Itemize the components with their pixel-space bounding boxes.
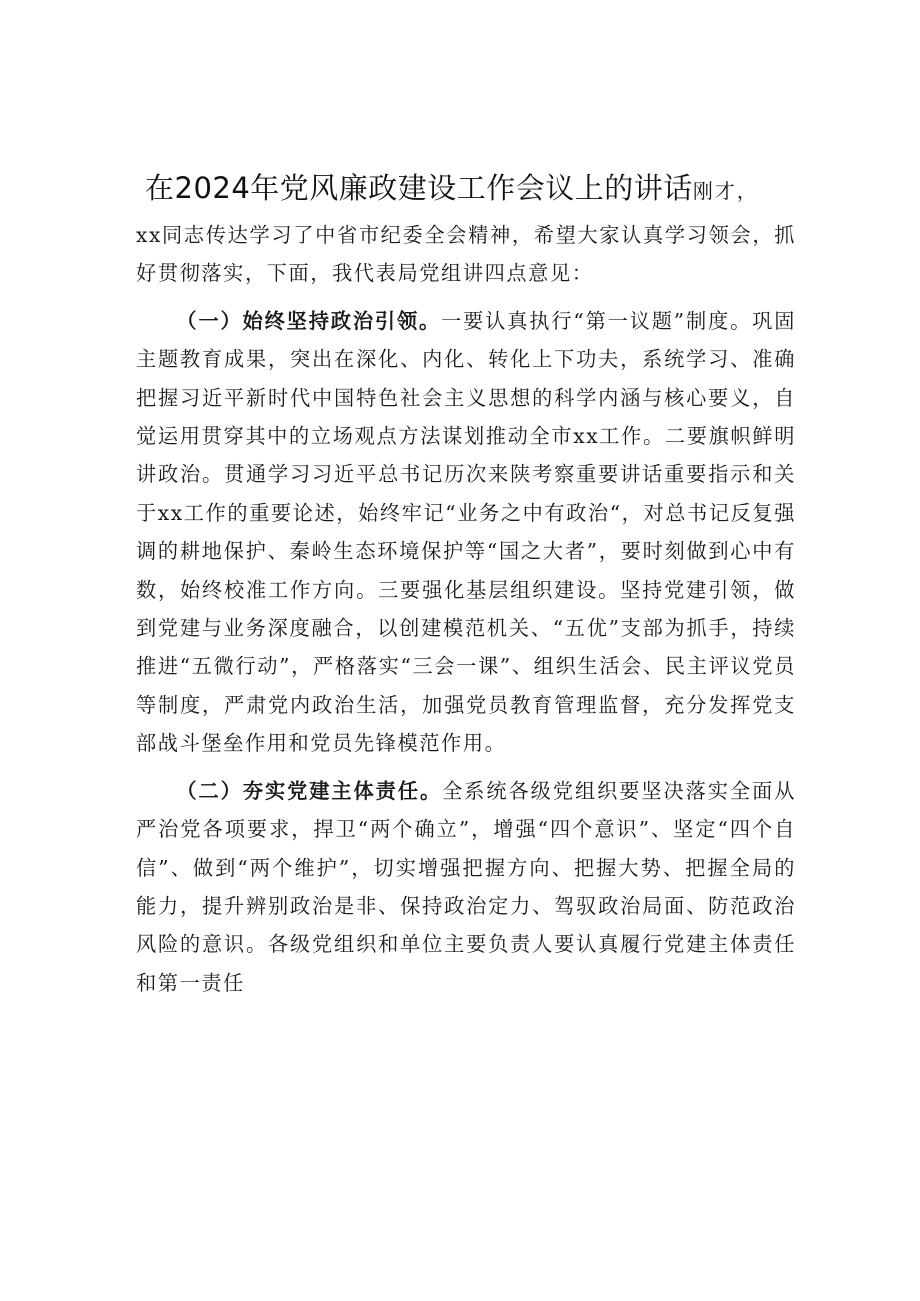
intro-paragraph: xx同志传达学习了中省市纪委全会精神，希望大家认真学习领会，抓好贯彻落实，下面，我代表局党组讲四点意见： — [136, 223, 796, 286]
section-heading-1: （一）始终坚持政治引领。 — [176, 308, 442, 333]
section-heading-2: （二）夯实党建主体责任。 — [176, 778, 443, 803]
section-body-2: 全系统各级党组织要坚决落实全面从严治党各项要求，捍卫“两个确立”，增强“四个意识”、坚定“四个自信”、做到“两个维护”，切实增强把握方向、把握大势、把握全局的能力，提升辨别政治是非、保持政治定力、驾驭政治局面、防范政治风险的意识。各级党组织和单位主要负责人要认真履行党建主体责任和第一责任 — [136, 778, 796, 995]
section-paragraph-1 — [136, 302, 796, 763]
document-body — [136, 216, 796, 1002]
section-paragraph-2 — [136, 772, 796, 1002]
section-body-1: 一要认真执行“第一议题”制度。巩固主题教育成果，突出在深化、内化、转化上下功夫，系统学习、准确把握习近平新时代中国特色社会主义思想的科学内涵与核心要义，自觉运用贯穿其中的立场观点方法谋划推动全市xx工作。二要旗帜鲜明讲政治。贯通学习习近平总书记历次来陕考察重要讲话重要指示和关于xx工作的重要论述，始终牢记“业务之中有政治“，对总书记反复强调的耕地保护、秦岭生态环境保护等“国之大者”，要时刻做到心中有数，始终校准工作方向。三要强化基层组织建设。坚持党建引领，做到党建与业务深度融合，以创建模范机关、“五优”支部为抓手，持续推进“五微行动”，严格落实“三会一课”、组织生活会、民主评议党员等制度，严肃党内政治生活，加强党员教育管理监督，充分发挥党支部战斗堡垒作用和党员先锋模范作用。 — [136, 308, 797, 756]
title-line — [145, 168, 759, 213]
title-tail-text: 刚才， — [692, 179, 759, 203]
document-title: 在2024年党风廉政建设工作会议上的讲话 — [145, 171, 693, 205]
